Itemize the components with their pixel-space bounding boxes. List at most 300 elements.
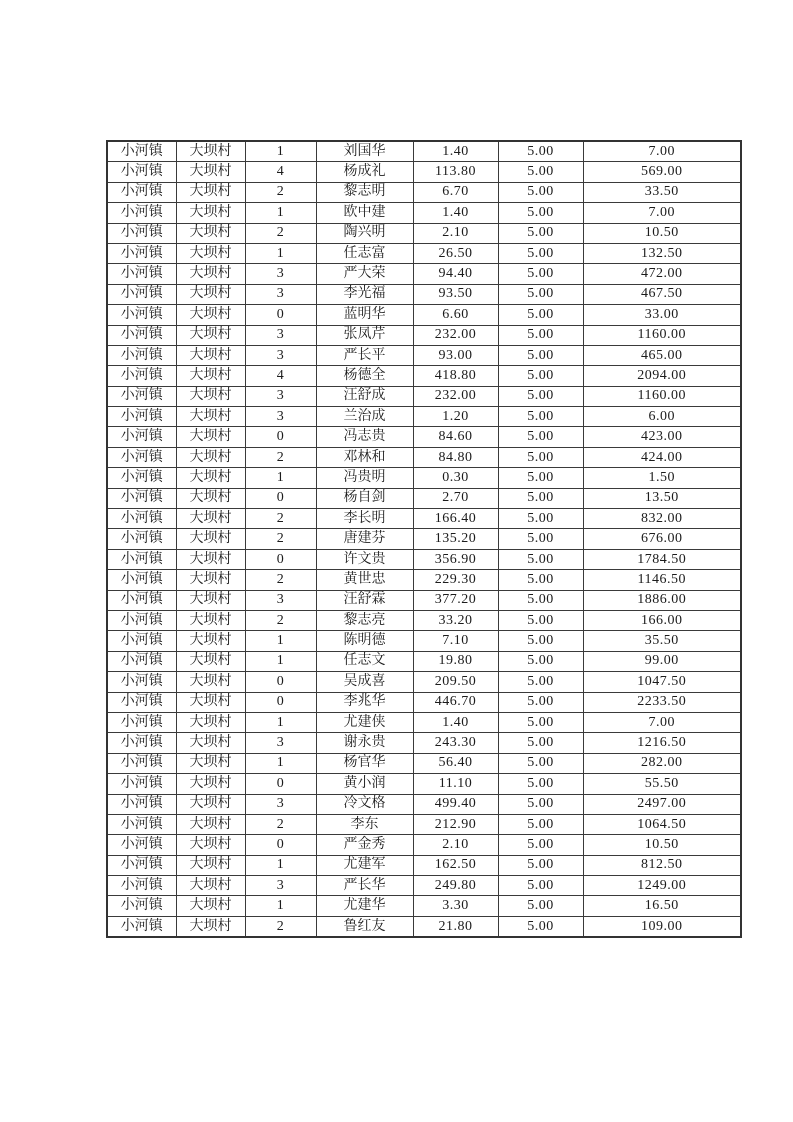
unit-price-cell: 5.00 bbox=[498, 855, 583, 875]
person-name-cell: 杨自剑 bbox=[316, 488, 413, 508]
town-cell: 小河镇 bbox=[107, 590, 176, 610]
village-cell: 大坝村 bbox=[176, 549, 245, 569]
person-name-cell: 尤建军 bbox=[316, 855, 413, 875]
person-name-cell: 唐建芬 bbox=[316, 529, 413, 549]
count-cell: 0 bbox=[245, 835, 316, 855]
table-row bbox=[107, 509, 741, 529]
count-cell: 2 bbox=[245, 509, 316, 529]
table-row bbox=[107, 386, 741, 406]
village-cell: 大坝村 bbox=[176, 855, 245, 875]
person-name-cell: 黄小润 bbox=[316, 774, 413, 794]
amount-cell: 2233.50 bbox=[583, 692, 741, 712]
count-cell: 3 bbox=[245, 386, 316, 406]
table-row bbox=[107, 835, 741, 855]
quantity-cell: 249.80 bbox=[413, 876, 498, 896]
quantity-cell: 212.90 bbox=[413, 814, 498, 834]
table-row bbox=[107, 814, 741, 834]
village-cell: 大坝村 bbox=[176, 509, 245, 529]
quantity-cell: 1.40 bbox=[413, 203, 498, 223]
village-cell: 大坝村 bbox=[176, 325, 245, 345]
table-row bbox=[107, 447, 741, 467]
town-cell: 小河镇 bbox=[107, 141, 176, 162]
town-cell: 小河镇 bbox=[107, 468, 176, 488]
village-cell: 大坝村 bbox=[176, 672, 245, 692]
unit-price-cell: 5.00 bbox=[498, 284, 583, 304]
table-row bbox=[107, 733, 741, 753]
table-row bbox=[107, 162, 741, 182]
quantity-cell: 6.70 bbox=[413, 182, 498, 202]
person-name-cell: 汪舒成 bbox=[316, 386, 413, 406]
table-row bbox=[107, 264, 741, 284]
table-row bbox=[107, 712, 741, 732]
person-name-cell: 兰治成 bbox=[316, 407, 413, 427]
unit-price-cell: 5.00 bbox=[498, 223, 583, 243]
village-cell: 大坝村 bbox=[176, 386, 245, 406]
count-cell: 0 bbox=[245, 672, 316, 692]
amount-cell: 465.00 bbox=[583, 345, 741, 365]
count-cell: 1 bbox=[245, 753, 316, 773]
amount-cell: 33.50 bbox=[583, 182, 741, 202]
unit-price-cell: 5.00 bbox=[498, 488, 583, 508]
amount-cell: 832.00 bbox=[583, 509, 741, 529]
quantity-cell: 2.10 bbox=[413, 835, 498, 855]
person-name-cell: 李兆华 bbox=[316, 692, 413, 712]
count-cell: 3 bbox=[245, 325, 316, 345]
unit-price-cell: 5.00 bbox=[498, 876, 583, 896]
town-cell: 小河镇 bbox=[107, 529, 176, 549]
count-cell: 3 bbox=[245, 284, 316, 304]
amount-cell: 13.50 bbox=[583, 488, 741, 508]
unit-price-cell: 5.00 bbox=[498, 386, 583, 406]
table-row bbox=[107, 407, 741, 427]
count-cell: 3 bbox=[245, 345, 316, 365]
table-row bbox=[107, 876, 741, 896]
unit-price-cell: 5.00 bbox=[498, 631, 583, 651]
count-cell: 2 bbox=[245, 570, 316, 590]
town-cell: 小河镇 bbox=[107, 182, 176, 202]
count-cell: 2 bbox=[245, 916, 316, 937]
unit-price-cell: 5.00 bbox=[498, 141, 583, 162]
count-cell: 1 bbox=[245, 651, 316, 671]
count-cell: 3 bbox=[245, 794, 316, 814]
unit-price-cell: 5.00 bbox=[498, 549, 583, 569]
village-cell: 大坝村 bbox=[176, 876, 245, 896]
table-row bbox=[107, 223, 741, 243]
count-cell: 2 bbox=[245, 814, 316, 834]
village-cell: 大坝村 bbox=[176, 814, 245, 834]
person-name-cell: 尤建华 bbox=[316, 896, 413, 916]
person-name-cell: 李光福 bbox=[316, 284, 413, 304]
person-name-cell: 任志富 bbox=[316, 243, 413, 263]
person-name-cell: 吴成喜 bbox=[316, 672, 413, 692]
unit-price-cell: 5.00 bbox=[498, 570, 583, 590]
person-name-cell: 邓林和 bbox=[316, 447, 413, 467]
quantity-cell: 135.20 bbox=[413, 529, 498, 549]
town-cell: 小河镇 bbox=[107, 305, 176, 325]
amount-cell: 109.00 bbox=[583, 916, 741, 937]
amount-cell: 132.50 bbox=[583, 243, 741, 263]
quantity-cell: 166.40 bbox=[413, 509, 498, 529]
town-cell: 小河镇 bbox=[107, 509, 176, 529]
village-cell: 大坝村 bbox=[176, 345, 245, 365]
village-cell: 大坝村 bbox=[176, 570, 245, 590]
unit-price-cell: 5.00 bbox=[498, 366, 583, 386]
village-cell: 大坝村 bbox=[176, 610, 245, 630]
village-cell: 大坝村 bbox=[176, 753, 245, 773]
amount-cell: 55.50 bbox=[583, 774, 741, 794]
count-cell: 2 bbox=[245, 182, 316, 202]
table-row bbox=[107, 366, 741, 386]
quantity-cell: 33.20 bbox=[413, 610, 498, 630]
amount-cell: 7.00 bbox=[583, 712, 741, 732]
table-row bbox=[107, 305, 741, 325]
table-row bbox=[107, 651, 741, 671]
table-row bbox=[107, 631, 741, 651]
unit-price-cell: 5.00 bbox=[498, 916, 583, 937]
amount-cell: 1784.50 bbox=[583, 549, 741, 569]
quantity-cell: 232.00 bbox=[413, 386, 498, 406]
amount-cell: 424.00 bbox=[583, 447, 741, 467]
table-row bbox=[107, 284, 741, 304]
village-cell: 大坝村 bbox=[176, 427, 245, 447]
amount-cell: 33.00 bbox=[583, 305, 741, 325]
amount-cell: 1249.00 bbox=[583, 876, 741, 896]
quantity-cell: 11.10 bbox=[413, 774, 498, 794]
quantity-cell: 232.00 bbox=[413, 325, 498, 345]
village-cell: 大坝村 bbox=[176, 651, 245, 671]
town-cell: 小河镇 bbox=[107, 488, 176, 508]
town-cell: 小河镇 bbox=[107, 243, 176, 263]
town-cell: 小河镇 bbox=[107, 203, 176, 223]
person-name-cell: 严长平 bbox=[316, 345, 413, 365]
unit-price-cell: 5.00 bbox=[498, 896, 583, 916]
quantity-cell: 21.80 bbox=[413, 916, 498, 937]
village-cell: 大坝村 bbox=[176, 733, 245, 753]
count-cell: 3 bbox=[245, 876, 316, 896]
payment-table bbox=[106, 140, 742, 938]
town-cell: 小河镇 bbox=[107, 774, 176, 794]
amount-cell: 7.00 bbox=[583, 203, 741, 223]
person-name-cell: 严大荣 bbox=[316, 264, 413, 284]
unit-price-cell: 5.00 bbox=[498, 509, 583, 529]
quantity-cell: 3.30 bbox=[413, 896, 498, 916]
amount-cell: 467.50 bbox=[583, 284, 741, 304]
count-cell: 0 bbox=[245, 427, 316, 447]
table-row bbox=[107, 916, 741, 937]
count-cell: 0 bbox=[245, 692, 316, 712]
person-name-cell: 黄世忠 bbox=[316, 570, 413, 590]
town-cell: 小河镇 bbox=[107, 733, 176, 753]
table-row bbox=[107, 427, 741, 447]
quantity-cell: 94.40 bbox=[413, 264, 498, 284]
village-cell: 大坝村 bbox=[176, 182, 245, 202]
quantity-cell: 1.20 bbox=[413, 407, 498, 427]
town-cell: 小河镇 bbox=[107, 896, 176, 916]
amount-cell: 16.50 bbox=[583, 896, 741, 916]
person-name-cell: 蓝明华 bbox=[316, 305, 413, 325]
quantity-cell: 26.50 bbox=[413, 243, 498, 263]
count-cell: 1 bbox=[245, 468, 316, 488]
table-row bbox=[107, 345, 741, 365]
person-name-cell: 严金秀 bbox=[316, 835, 413, 855]
quantity-cell: 56.40 bbox=[413, 753, 498, 773]
town-cell: 小河镇 bbox=[107, 427, 176, 447]
town-cell: 小河镇 bbox=[107, 407, 176, 427]
table-row bbox=[107, 549, 741, 569]
quantity-cell: 93.50 bbox=[413, 284, 498, 304]
quantity-cell: 243.30 bbox=[413, 733, 498, 753]
village-cell: 大坝村 bbox=[176, 488, 245, 508]
table-row bbox=[107, 774, 741, 794]
count-cell: 4 bbox=[245, 366, 316, 386]
amount-cell: 1047.50 bbox=[583, 672, 741, 692]
town-cell: 小河镇 bbox=[107, 345, 176, 365]
person-name-cell: 汪舒霖 bbox=[316, 590, 413, 610]
person-name-cell: 鲁红友 bbox=[316, 916, 413, 937]
quantity-cell: 1.40 bbox=[413, 712, 498, 732]
person-name-cell: 黎志亮 bbox=[316, 610, 413, 630]
unit-price-cell: 5.00 bbox=[498, 672, 583, 692]
amount-cell: 1160.00 bbox=[583, 386, 741, 406]
amount-cell: 2497.00 bbox=[583, 794, 741, 814]
amount-cell: 282.00 bbox=[583, 753, 741, 773]
person-name-cell: 张凤芹 bbox=[316, 325, 413, 345]
person-name-cell: 谢永贵 bbox=[316, 733, 413, 753]
unit-price-cell: 5.00 bbox=[498, 325, 583, 345]
count-cell: 1 bbox=[245, 243, 316, 263]
town-cell: 小河镇 bbox=[107, 692, 176, 712]
town-cell: 小河镇 bbox=[107, 570, 176, 590]
town-cell: 小河镇 bbox=[107, 753, 176, 773]
table-row bbox=[107, 488, 741, 508]
unit-price-cell: 5.00 bbox=[498, 753, 583, 773]
town-cell: 小河镇 bbox=[107, 712, 176, 732]
town-cell: 小河镇 bbox=[107, 366, 176, 386]
quantity-cell: 162.50 bbox=[413, 855, 498, 875]
count-cell: 3 bbox=[245, 407, 316, 427]
quantity-cell: 356.90 bbox=[413, 549, 498, 569]
person-name-cell: 冯贵明 bbox=[316, 468, 413, 488]
town-cell: 小河镇 bbox=[107, 223, 176, 243]
amount-cell: 1064.50 bbox=[583, 814, 741, 834]
amount-cell: 99.00 bbox=[583, 651, 741, 671]
count-cell: 0 bbox=[245, 488, 316, 508]
town-cell: 小河镇 bbox=[107, 447, 176, 467]
unit-price-cell: 5.00 bbox=[498, 814, 583, 834]
quantity-cell: 209.50 bbox=[413, 672, 498, 692]
village-cell: 大坝村 bbox=[176, 264, 245, 284]
village-cell: 大坝村 bbox=[176, 468, 245, 488]
quantity-cell: 446.70 bbox=[413, 692, 498, 712]
quantity-cell: 7.10 bbox=[413, 631, 498, 651]
person-name-cell: 李东 bbox=[316, 814, 413, 834]
count-cell: 1 bbox=[245, 203, 316, 223]
table-row bbox=[107, 141, 741, 162]
payment-table-body bbox=[107, 141, 741, 937]
amount-cell: 10.50 bbox=[583, 835, 741, 855]
person-name-cell: 冯志贵 bbox=[316, 427, 413, 447]
person-name-cell: 尤建侠 bbox=[316, 712, 413, 732]
quantity-cell: 418.80 bbox=[413, 366, 498, 386]
village-cell: 大坝村 bbox=[176, 692, 245, 712]
village-cell: 大坝村 bbox=[176, 590, 245, 610]
town-cell: 小河镇 bbox=[107, 162, 176, 182]
unit-price-cell: 5.00 bbox=[498, 529, 583, 549]
town-cell: 小河镇 bbox=[107, 794, 176, 814]
amount-cell: 1216.50 bbox=[583, 733, 741, 753]
unit-price-cell: 5.00 bbox=[498, 427, 583, 447]
quantity-cell: 0.30 bbox=[413, 468, 498, 488]
village-cell: 大坝村 bbox=[176, 366, 245, 386]
amount-cell: 1160.00 bbox=[583, 325, 741, 345]
unit-price-cell: 5.00 bbox=[498, 162, 583, 182]
village-cell: 大坝村 bbox=[176, 835, 245, 855]
town-cell: 小河镇 bbox=[107, 651, 176, 671]
table-row bbox=[107, 794, 741, 814]
table-row bbox=[107, 590, 741, 610]
unit-price-cell: 5.00 bbox=[498, 774, 583, 794]
count-cell: 2 bbox=[245, 610, 316, 630]
town-cell: 小河镇 bbox=[107, 386, 176, 406]
person-name-cell: 任志文 bbox=[316, 651, 413, 671]
unit-price-cell: 5.00 bbox=[498, 345, 583, 365]
village-cell: 大坝村 bbox=[176, 203, 245, 223]
amount-cell: 1.50 bbox=[583, 468, 741, 488]
quantity-cell: 229.30 bbox=[413, 570, 498, 590]
amount-cell: 35.50 bbox=[583, 631, 741, 651]
count-cell: 3 bbox=[245, 264, 316, 284]
unit-price-cell: 5.00 bbox=[498, 447, 583, 467]
table-row bbox=[107, 896, 741, 916]
table-row bbox=[107, 529, 741, 549]
town-cell: 小河镇 bbox=[107, 631, 176, 651]
table-row bbox=[107, 325, 741, 345]
village-cell: 大坝村 bbox=[176, 774, 245, 794]
town-cell: 小河镇 bbox=[107, 814, 176, 834]
person-name-cell: 杨德全 bbox=[316, 366, 413, 386]
amount-cell: 166.00 bbox=[583, 610, 741, 630]
quantity-cell: 93.00 bbox=[413, 345, 498, 365]
table-row bbox=[107, 570, 741, 590]
unit-price-cell: 5.00 bbox=[498, 712, 583, 732]
count-cell: 3 bbox=[245, 590, 316, 610]
table-row bbox=[107, 753, 741, 773]
table-row bbox=[107, 243, 741, 263]
count-cell: 0 bbox=[245, 549, 316, 569]
unit-price-cell: 5.00 bbox=[498, 835, 583, 855]
town-cell: 小河镇 bbox=[107, 916, 176, 937]
amount-cell: 6.00 bbox=[583, 407, 741, 427]
person-name-cell: 刘国华 bbox=[316, 141, 413, 162]
person-name-cell: 许文贵 bbox=[316, 549, 413, 569]
village-cell: 大坝村 bbox=[176, 896, 245, 916]
table-row bbox=[107, 610, 741, 630]
quantity-cell: 499.40 bbox=[413, 794, 498, 814]
unit-price-cell: 5.00 bbox=[498, 243, 583, 263]
town-cell: 小河镇 bbox=[107, 549, 176, 569]
town-cell: 小河镇 bbox=[107, 672, 176, 692]
count-cell: 1 bbox=[245, 141, 316, 162]
unit-price-cell: 5.00 bbox=[498, 794, 583, 814]
table-row bbox=[107, 855, 741, 875]
unit-price-cell: 5.00 bbox=[498, 407, 583, 427]
person-name-cell: 杨成礼 bbox=[316, 162, 413, 182]
count-cell: 3 bbox=[245, 733, 316, 753]
village-cell: 大坝村 bbox=[176, 305, 245, 325]
amount-cell: 7.00 bbox=[583, 141, 741, 162]
table-row bbox=[107, 468, 741, 488]
count-cell: 2 bbox=[245, 447, 316, 467]
amount-cell: 569.00 bbox=[583, 162, 741, 182]
quantity-cell: 84.80 bbox=[413, 447, 498, 467]
unit-price-cell: 5.00 bbox=[498, 305, 583, 325]
town-cell: 小河镇 bbox=[107, 835, 176, 855]
town-cell: 小河镇 bbox=[107, 610, 176, 630]
village-cell: 大坝村 bbox=[176, 794, 245, 814]
amount-cell: 423.00 bbox=[583, 427, 741, 447]
table-row bbox=[107, 692, 741, 712]
unit-price-cell: 5.00 bbox=[498, 733, 583, 753]
amount-cell: 1146.50 bbox=[583, 570, 741, 590]
person-name-cell: 陶兴明 bbox=[316, 223, 413, 243]
person-name-cell: 欧中建 bbox=[316, 203, 413, 223]
quantity-cell: 2.10 bbox=[413, 223, 498, 243]
person-name-cell: 严长华 bbox=[316, 876, 413, 896]
person-name-cell: 李长明 bbox=[316, 509, 413, 529]
village-cell: 大坝村 bbox=[176, 916, 245, 937]
count-cell: 2 bbox=[245, 529, 316, 549]
amount-cell: 812.50 bbox=[583, 855, 741, 875]
person-name-cell: 杨官华 bbox=[316, 753, 413, 773]
quantity-cell: 113.80 bbox=[413, 162, 498, 182]
village-cell: 大坝村 bbox=[176, 529, 245, 549]
unit-price-cell: 5.00 bbox=[498, 182, 583, 202]
table-row bbox=[107, 203, 741, 223]
unit-price-cell: 5.00 bbox=[498, 651, 583, 671]
person-name-cell: 陈明德 bbox=[316, 631, 413, 651]
amount-cell: 472.00 bbox=[583, 264, 741, 284]
town-cell: 小河镇 bbox=[107, 855, 176, 875]
village-cell: 大坝村 bbox=[176, 447, 245, 467]
town-cell: 小河镇 bbox=[107, 325, 176, 345]
count-cell: 4 bbox=[245, 162, 316, 182]
amount-cell: 2094.00 bbox=[583, 366, 741, 386]
village-cell: 大坝村 bbox=[176, 141, 245, 162]
table-row bbox=[107, 672, 741, 692]
town-cell: 小河镇 bbox=[107, 876, 176, 896]
village-cell: 大坝村 bbox=[176, 407, 245, 427]
town-cell: 小河镇 bbox=[107, 264, 176, 284]
quantity-cell: 84.60 bbox=[413, 427, 498, 447]
unit-price-cell: 5.00 bbox=[498, 590, 583, 610]
table-row bbox=[107, 182, 741, 202]
quantity-cell: 1.40 bbox=[413, 141, 498, 162]
town-cell: 小河镇 bbox=[107, 284, 176, 304]
village-cell: 大坝村 bbox=[176, 162, 245, 182]
unit-price-cell: 5.00 bbox=[498, 610, 583, 630]
village-cell: 大坝村 bbox=[176, 243, 245, 263]
person-name-cell: 冷文格 bbox=[316, 794, 413, 814]
unit-price-cell: 5.00 bbox=[498, 692, 583, 712]
unit-price-cell: 5.00 bbox=[498, 264, 583, 284]
count-cell: 0 bbox=[245, 305, 316, 325]
quantity-cell: 19.80 bbox=[413, 651, 498, 671]
amount-cell: 10.50 bbox=[583, 223, 741, 243]
quantity-cell: 377.20 bbox=[413, 590, 498, 610]
amount-cell: 676.00 bbox=[583, 529, 741, 549]
unit-price-cell: 5.00 bbox=[498, 468, 583, 488]
amount-cell: 1886.00 bbox=[583, 590, 741, 610]
